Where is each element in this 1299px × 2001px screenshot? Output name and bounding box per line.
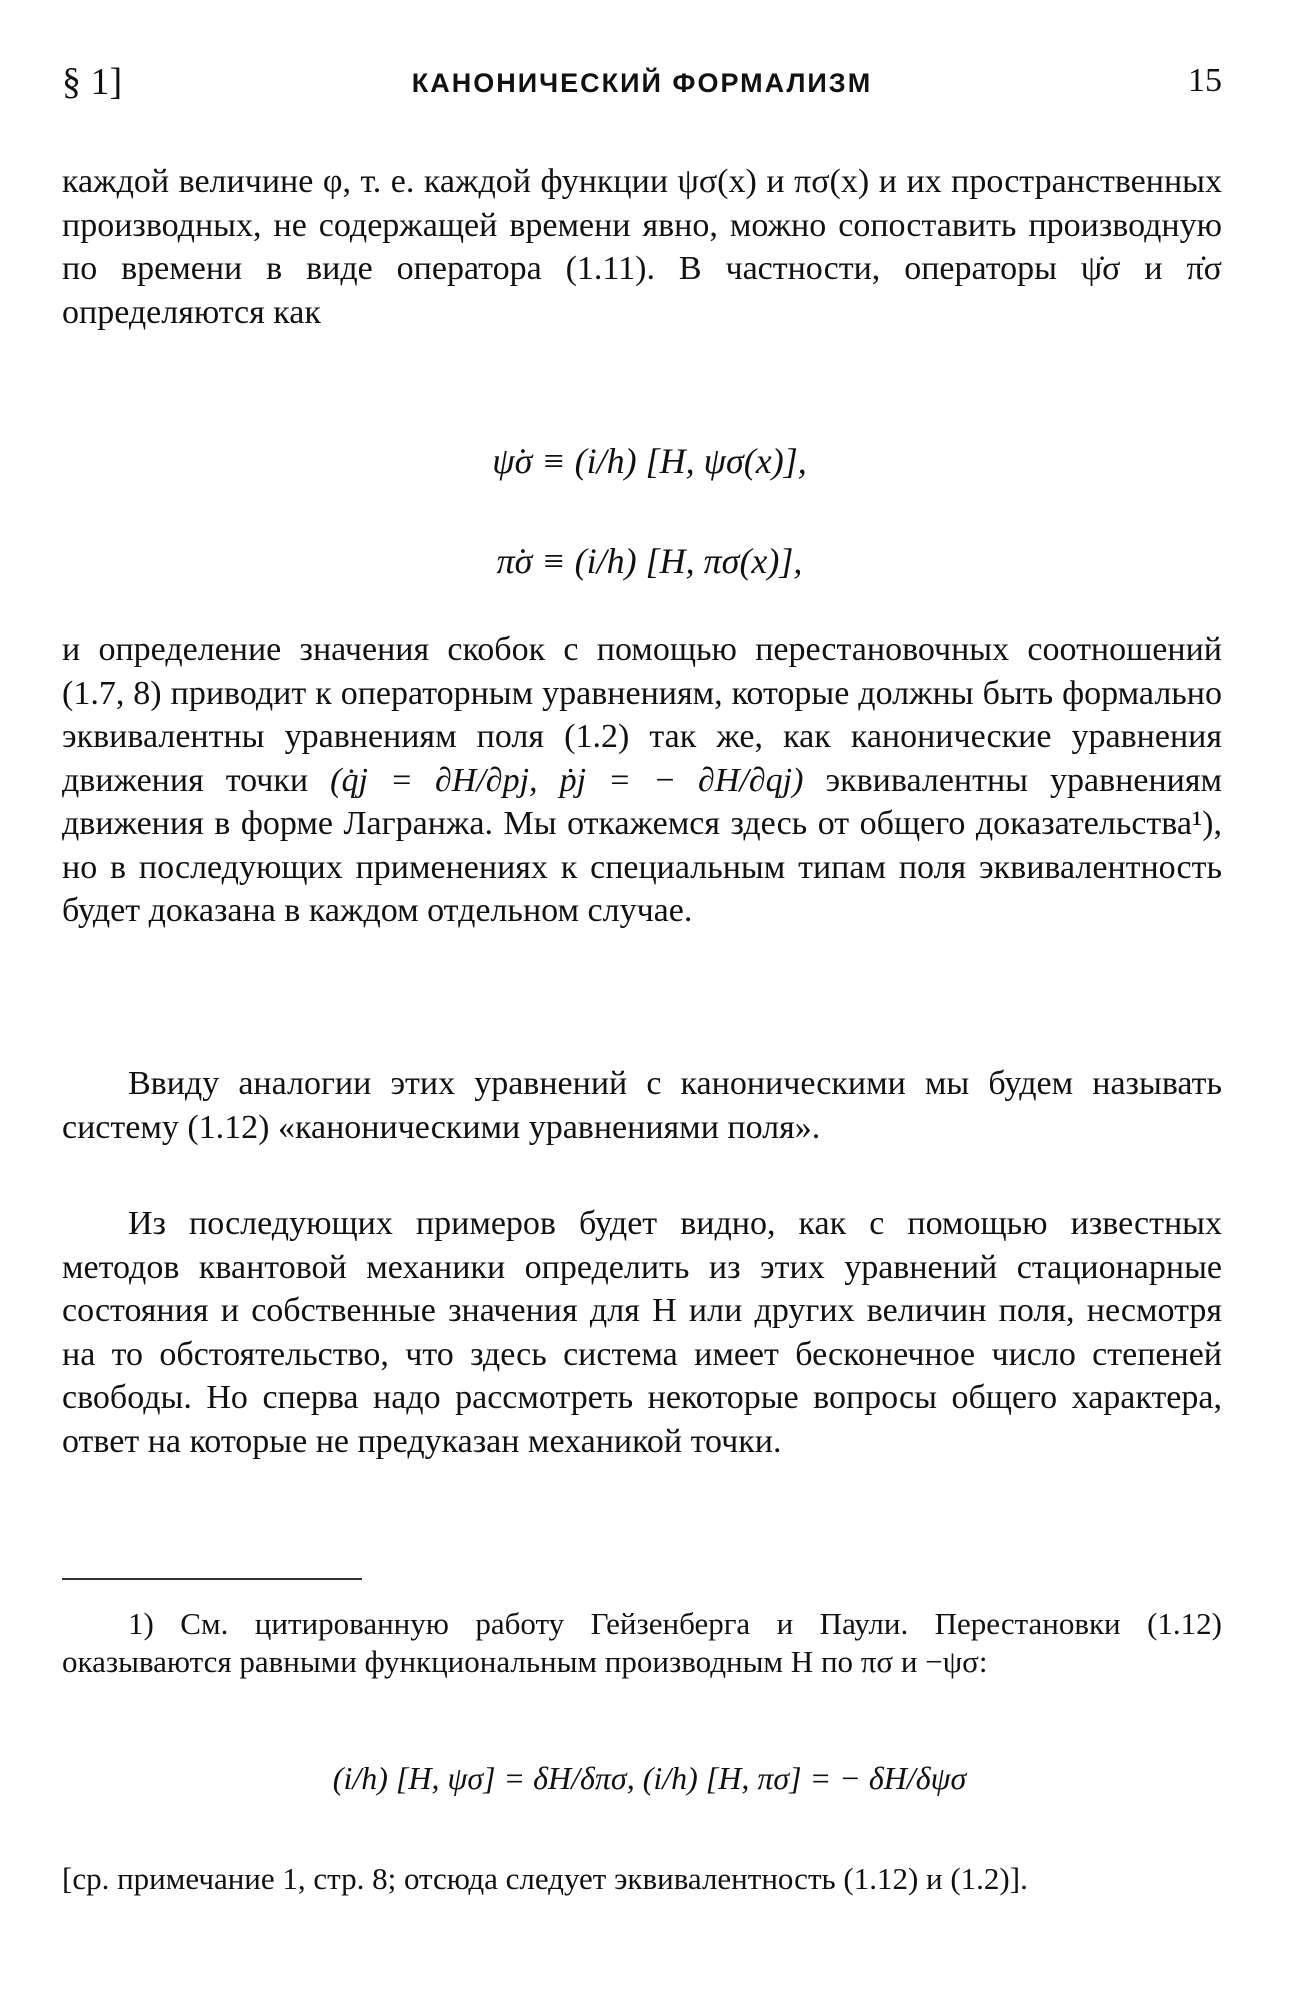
paragraph-1-text: каждой величине φ, т. е. каждой функции ψσ(x) и πσ(x) и их пространственных производных, не содержащей времени явно, можно сопоставить производную по времени в виде оператора (1.11). В частности, операторы ψ̇σ и π̇σ определяются как [62,163,1222,331]
footnote [62,1605,1222,1681]
footnote-marker: 1) [128,1606,154,1641]
section-marker: § 1] [62,61,123,103]
footnote-text-1: См. цитированную работу Гейзенберга и Паули. Перестановки (1.12) оказываются равными функциональным производным H по πσ и −ψσ: [62,1606,1222,1679]
paragraph-2 [62,628,1222,933]
paragraph-3-text: Ввиду аналогии этих уравнений с каноническими мы будем называть систему (1.12) «каноническими уравнениями поля». [62,1065,1222,1146]
footnote-continuation [62,1860,1222,1898]
equation-pi-dot: π̇σ ≡ (i/h) [H, πσ(x)], [496,541,803,581]
equation-psi-dot: ψ̇σ ≡ (i/h) [H, ψσ(x)], [492,441,807,481]
footnote-equation: (i/h) [H, ψσ] = δH/δπσ, (i/h) [H, πσ] = − δH/δψσ [332,1760,967,1796]
footnote-text-2: [ср. примечание 1, стр. 8; отсюда следует эквивалентность (1.12) и (1.2)]. [62,1861,1028,1896]
page-title: КАНОНИЧЕСКИЙ ФОРМАЛИЗМ [411,68,873,98]
paragraph-2-text-b: эквивалентны уравнениям движения в форме Лагранжа. Мы откажемся здесь от общего доказательства¹), но в последующих применениях к специальным типам поля эквивалентность будет доказана в каждом отдельном случае. [62,761,1223,929]
paragraph-4 [62,1202,1222,1463]
paragraph-3 [62,1062,1222,1149]
paragraph-1 [62,160,1222,334]
hamilton-equations: (q̇j = ∂H/∂pj, ṗj = − ∂H/∂qj) [330,761,804,799]
footnote-divider [62,1578,362,1580]
paragraph-4-text: Из последующих примеров будет видно, как с помощью известных методов квантовой механики определить из этих уравнений стационарные состояния и собственные значения для H или других величин поля, несмотря на то обстоятельство, что здесь система имеет бесконечное число степеней свободы. Но сперва надо рассмотреть некоторые вопросы общего характера, ответ на которые не предуказан механикой точки. [62,1205,1222,1460]
page-number: 15 [1188,62,1222,99]
paragraph-2-text-a: и определение значения скобок с помощью перестановочных соотношений (1.7, 8) приводит к операторным уравнениям, которые должны быть формально эквивалентны уравнениям поля (1.2) так же, как канонические уравнения движения точки [62,631,1222,799]
running-header [62,60,1222,110]
